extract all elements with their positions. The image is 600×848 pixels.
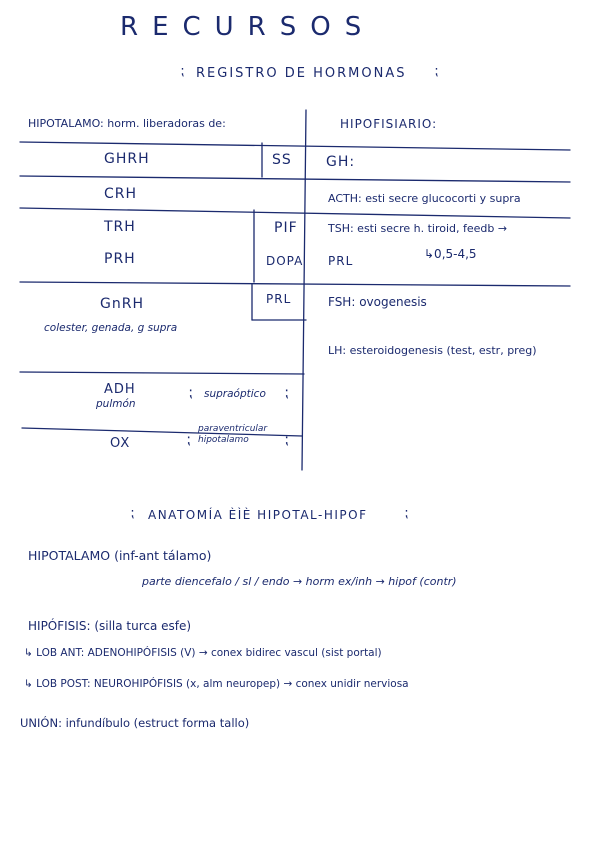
ox-nucleus-bracket-left: ⁏ (186, 432, 191, 448)
anatomia-deco-left: ⁏ (130, 506, 136, 521)
adh-nucleus-bracket-left: ⁏ (188, 385, 193, 401)
anatomia-heading: ANATOMÍA ÈÌÈ HIPOTAL-HIPOF (148, 508, 368, 522)
adh-note: pulmón (96, 398, 136, 410)
hipotalamo-header: HIPOTALAMO: horm. liberadoras de: (28, 117, 226, 130)
note-lob-ant: ↳ LOB ANT: ADENOHIPÓFISIS (V) → conex bidirec vascul (sist portal) (24, 647, 382, 659)
ox-label: OX (110, 436, 131, 451)
adh-label: ADH (104, 382, 136, 397)
note-hipotalamo: HIPOTALAMO (inf-ant tálamo) (28, 548, 212, 563)
registro-heading-deco-right: ⁏ (434, 64, 440, 79)
note-hipofisis: HIPÓFISIS: (silla turca esfe) (28, 619, 192, 633)
adh-nucleus-bracket-right: ⁏ (284, 385, 289, 401)
dopa-label: DOPA (266, 254, 304, 268)
anatomia-deco-right: ⁏ (404, 506, 410, 521)
note-lob-post: ↳ LOB POST: NEUROHIPÓFISIS (x, alm neuropep) → conex unidir nerviosa (24, 678, 409, 690)
note-hipotalamo-2: parte diencefalo / sl / endo → horm ex/inh → hipof (contr) (142, 575, 457, 588)
ss-label: SS (272, 152, 292, 168)
prl-right-label: PRL (328, 254, 354, 268)
tsh-note: ↳0,5-4,5 (424, 247, 477, 261)
crh-label: CRH (104, 186, 138, 202)
trh-label: TRH (104, 219, 136, 235)
table-divider (302, 110, 306, 470)
pif-label: PIF (274, 220, 298, 236)
adh-nucleus: supraóptico (204, 388, 266, 400)
tsh-text: TSH: esti secre h. tiroid, feedb → (328, 222, 508, 235)
registro-heading: REGISTRO DE HORMONAS (196, 66, 407, 81)
page-title: RECURSOS (120, 12, 376, 42)
prl-box-label: PRL (266, 292, 292, 306)
lh-text: LH: esteroidogenesis (test, estr, preg) (328, 344, 537, 357)
ghrh-label: GHRH (104, 151, 150, 167)
registro-heading-deco-left: ⁏ (180, 64, 186, 79)
prh-label: PRH (104, 251, 136, 267)
ox-nucleus: paraventricular hipotalamo (198, 424, 268, 445)
fsh-text: FSH: ovogenesis (328, 295, 427, 309)
gnrh-label: GnRH (100, 296, 144, 312)
acth-text: ACTH: esti secre glucocorti y supra (328, 192, 521, 205)
hipofisiario-header: HIPOFISIARIO: (340, 117, 438, 131)
gh-label: GH: (326, 154, 356, 170)
gnrh-note: colester, genada, g supra (44, 322, 178, 334)
ox-nucleus-bracket-right: ⁏ (284, 432, 289, 448)
note-union: UNIÓN: infundíbulo (estruct forma tallo) (20, 716, 250, 730)
